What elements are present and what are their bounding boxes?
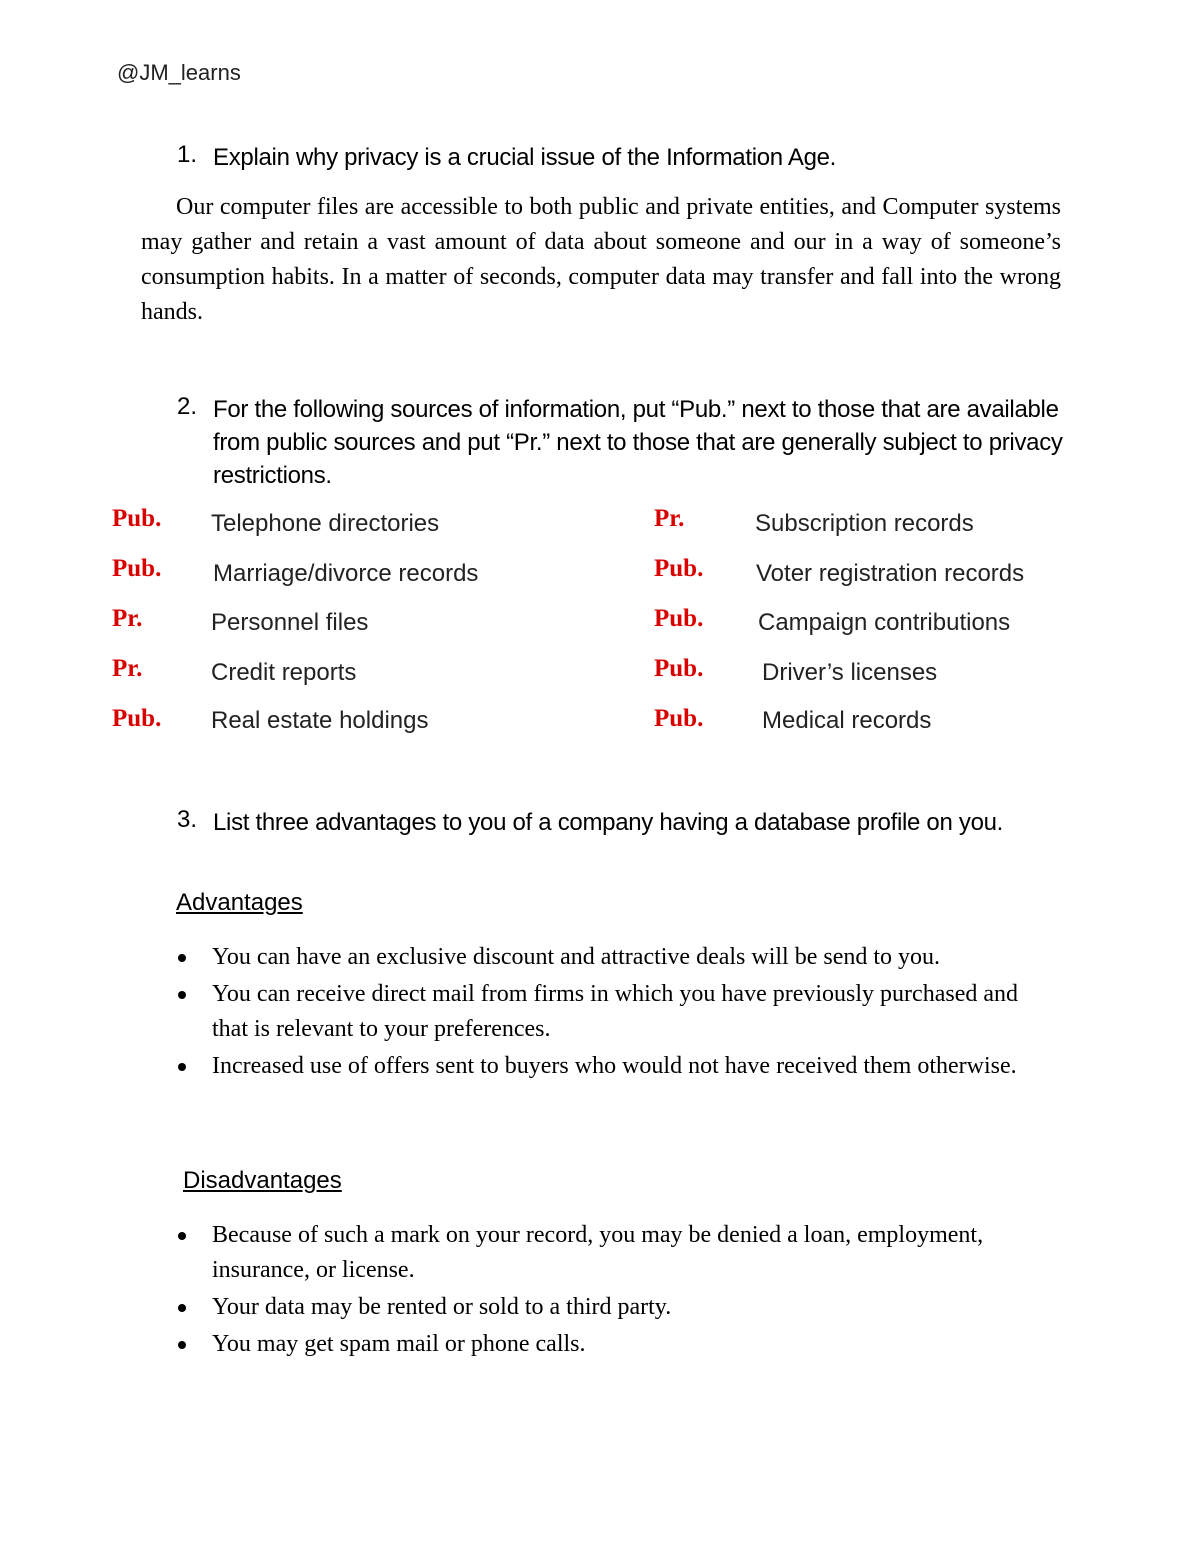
disadvantage-text: Your data may be rented or sold to a third party.: [212, 1294, 672, 1320]
source-tag: Pub.: [112, 505, 162, 532]
list-item: [176, 940, 1056, 975]
source-item: Medical records: [762, 707, 932, 734]
source-tag: Pr.: [112, 655, 143, 682]
source-tag: Pub.: [654, 705, 704, 732]
list-item: [176, 1290, 1056, 1325]
bullet-icon: [178, 1341, 186, 1349]
question-1-answer: Our computer files are accessible to both public and private entities, and Computer systems may gather and retain a vast amount of data about someone and our in a way of someone’s consumption habits. In a matter of seconds, computer data may transfer and fall into the wrong hands.: [141, 194, 1061, 325]
bullet-icon: [178, 991, 186, 999]
disadvantage-text: You may get spam mail or phone calls.: [212, 1331, 586, 1357]
source-tag: Pr.: [112, 605, 143, 632]
list-item: [176, 977, 1056, 1047]
source-tag: Pub.: [112, 705, 162, 732]
list-item: [176, 1049, 1056, 1084]
source-item: Personnel files: [211, 609, 369, 636]
source-item: Credit reports: [211, 659, 357, 686]
advantages-list: [176, 940, 1056, 1086]
disadvantage-text: Because of such a mark on your record, you may be denied a loan, employment, insurance, or license.: [212, 1222, 984, 1283]
question-1-text: Explain why privacy is a crucial issue of the Information Age.: [213, 144, 837, 171]
source-item: Real estate holdings: [211, 707, 429, 734]
source-tag: Pub.: [654, 605, 704, 632]
advantages-heading: Advantages: [176, 889, 303, 916]
bullet-icon: [178, 1063, 186, 1071]
advantage-text: You can receive direct mail from firms in which you have previously purchased and that is relevant to your preferences.: [212, 981, 1018, 1042]
list-item: [176, 1327, 1056, 1362]
source-item: Campaign contributions: [758, 609, 1011, 636]
source-item: Telephone directories: [211, 510, 440, 537]
advantage-text: Increased use of offers sent to buyers who would not have received them otherwise.: [212, 1053, 1017, 1079]
bullet-icon: [178, 1232, 186, 1240]
source-item: Subscription records: [755, 510, 974, 537]
source-tag: Pub.: [654, 655, 704, 682]
question-2-text: For the following sources of information, put “Pub.” next to those that are available from public sources and put “Pr.” next to those that are generally subject to privacy restrictions.: [213, 396, 1063, 489]
advantage-text: You can have an exclusive discount and attractive deals will be send to you.: [212, 944, 941, 970]
list-item: [176, 1218, 1056, 1288]
question-3-text: List three advantages to you of a company having a database profile on you.: [213, 809, 1004, 836]
bullet-icon: [178, 1304, 186, 1312]
source-item: Marriage/divorce records: [213, 560, 479, 587]
source-tag: Pub.: [654, 555, 704, 582]
source-tag: Pr.: [654, 505, 685, 532]
question-3-number: 3.: [177, 806, 198, 833]
source-item: Voter registration records: [756, 560, 1025, 587]
question-2-number: 2.: [177, 393, 198, 420]
source-item: Driver’s licenses: [762, 659, 938, 686]
disadvantages-heading: Disadvantages: [183, 1167, 342, 1194]
page-header: @JM_learns: [117, 60, 241, 85]
bullet-icon: [178, 954, 186, 962]
question-1-number: 1.: [177, 141, 198, 168]
source-tag: Pub.: [112, 555, 162, 582]
disadvantages-list: [176, 1218, 1056, 1364]
